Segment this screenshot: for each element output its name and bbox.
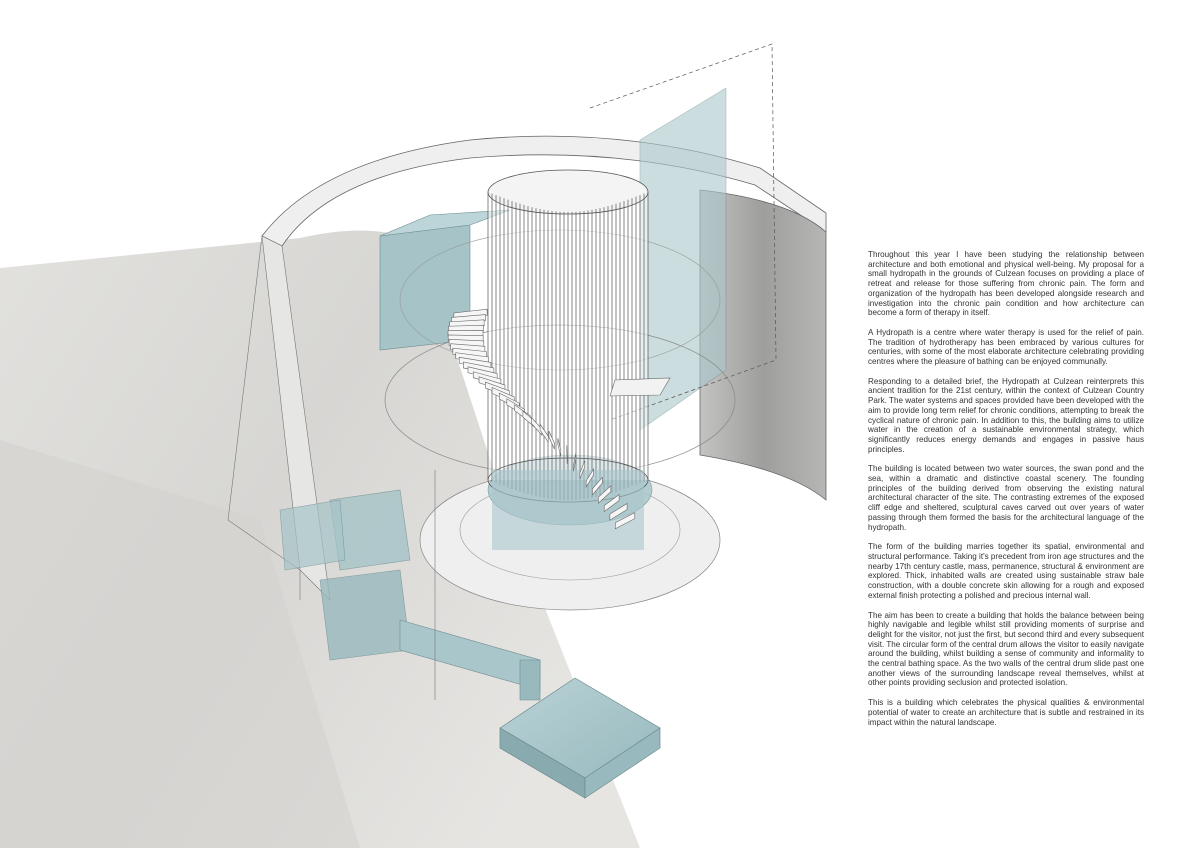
description-paragraph: Responding to a detailed brief, the Hydropath at Culzean reinterprets this ancient tradition for the 21st century, within the context of Culzean Country Park. The water systems and spaces provided have been developed with the aim to provide long term relief for chronic conditions, attempting to break the cyclical nature of chronic pain. In addition to this, the building aims to utilize water in the creation of a sustainable environmental strategy, which significantly reduces energy demands and engages in passive haus principles. <box>868 376 1144 454</box>
cantilever-slab <box>610 378 670 396</box>
central-drum <box>488 170 648 502</box>
description-paragraph: The building is located between two water sources, the swan pond and the sea, within a dramatic and distinctive coastal scenery. The founding principles of the building derived from observing the existing natural architectural character of the site. The contrasting extremes of the exposed cliff edge and sheltered, sculptural caves carved out over years of water passing through them formed the basis for the architectural language of the hydropath. <box>868 464 1144 532</box>
lower-pool-left-3 <box>320 570 410 660</box>
description-paragraph: A Hydropath is a centre where water therapy is used for the relief of pain. The tradition of hydrotherapy has been embraced by various cultures for centuries, with some of the most elaborate architecture celebrating providing centres where the pleasure of bathing can be enjoyed communally. <box>868 327 1144 367</box>
water-channel-drop <box>520 660 540 700</box>
description-paragraph: The aim has been to create a building that holds the balance between being highly navigable and legible whilst still providing moments of surprise and delight for the visitor, not just the first, but second third and every subsequent visit. The circular form of the central drum allows the visitor to easily navigate around the building, whilst building a sense of community and informality to the central bathing space. As the two walls of the central drum slide past one another views of the surrounding landscape reveal themselves, whilst at other points providing seclusion and protected isolation. <box>868 610 1144 688</box>
description-panel <box>868 250 1144 737</box>
description-paragraph: The form of the building marries together its spatial, environmental and structural performance. Taking it's precedent from iron age structures and the nearby 17th century castle, mass, permanence, structural & environment are explored. Thick, inhabited walls are created using sustainable straw bale construction, with a double concrete skin allowing for a rough and exposed external finish protecting a polished and precious internal wall. <box>868 542 1144 600</box>
description-paragraph: Throughout this year I have been studying the relationship between architecture and both emotional and physical well-being. My proposal for a small hydropath in the grounds of Culzean focuses on providing a place of retreat and release for those suffering from chronic pain. The form and organization of the hydropath has been developed alongside research and investigation into the chronic pain condition and how architecture can become a form of therapy in itself. <box>868 250 1144 318</box>
lower-pool-left-2 <box>280 500 345 570</box>
description-paragraph: This is a building which celebrates the physical qualities & environmental potential of water to create an architecture that is subtle and restrained in its impact within the natural landscape. <box>868 698 1144 727</box>
